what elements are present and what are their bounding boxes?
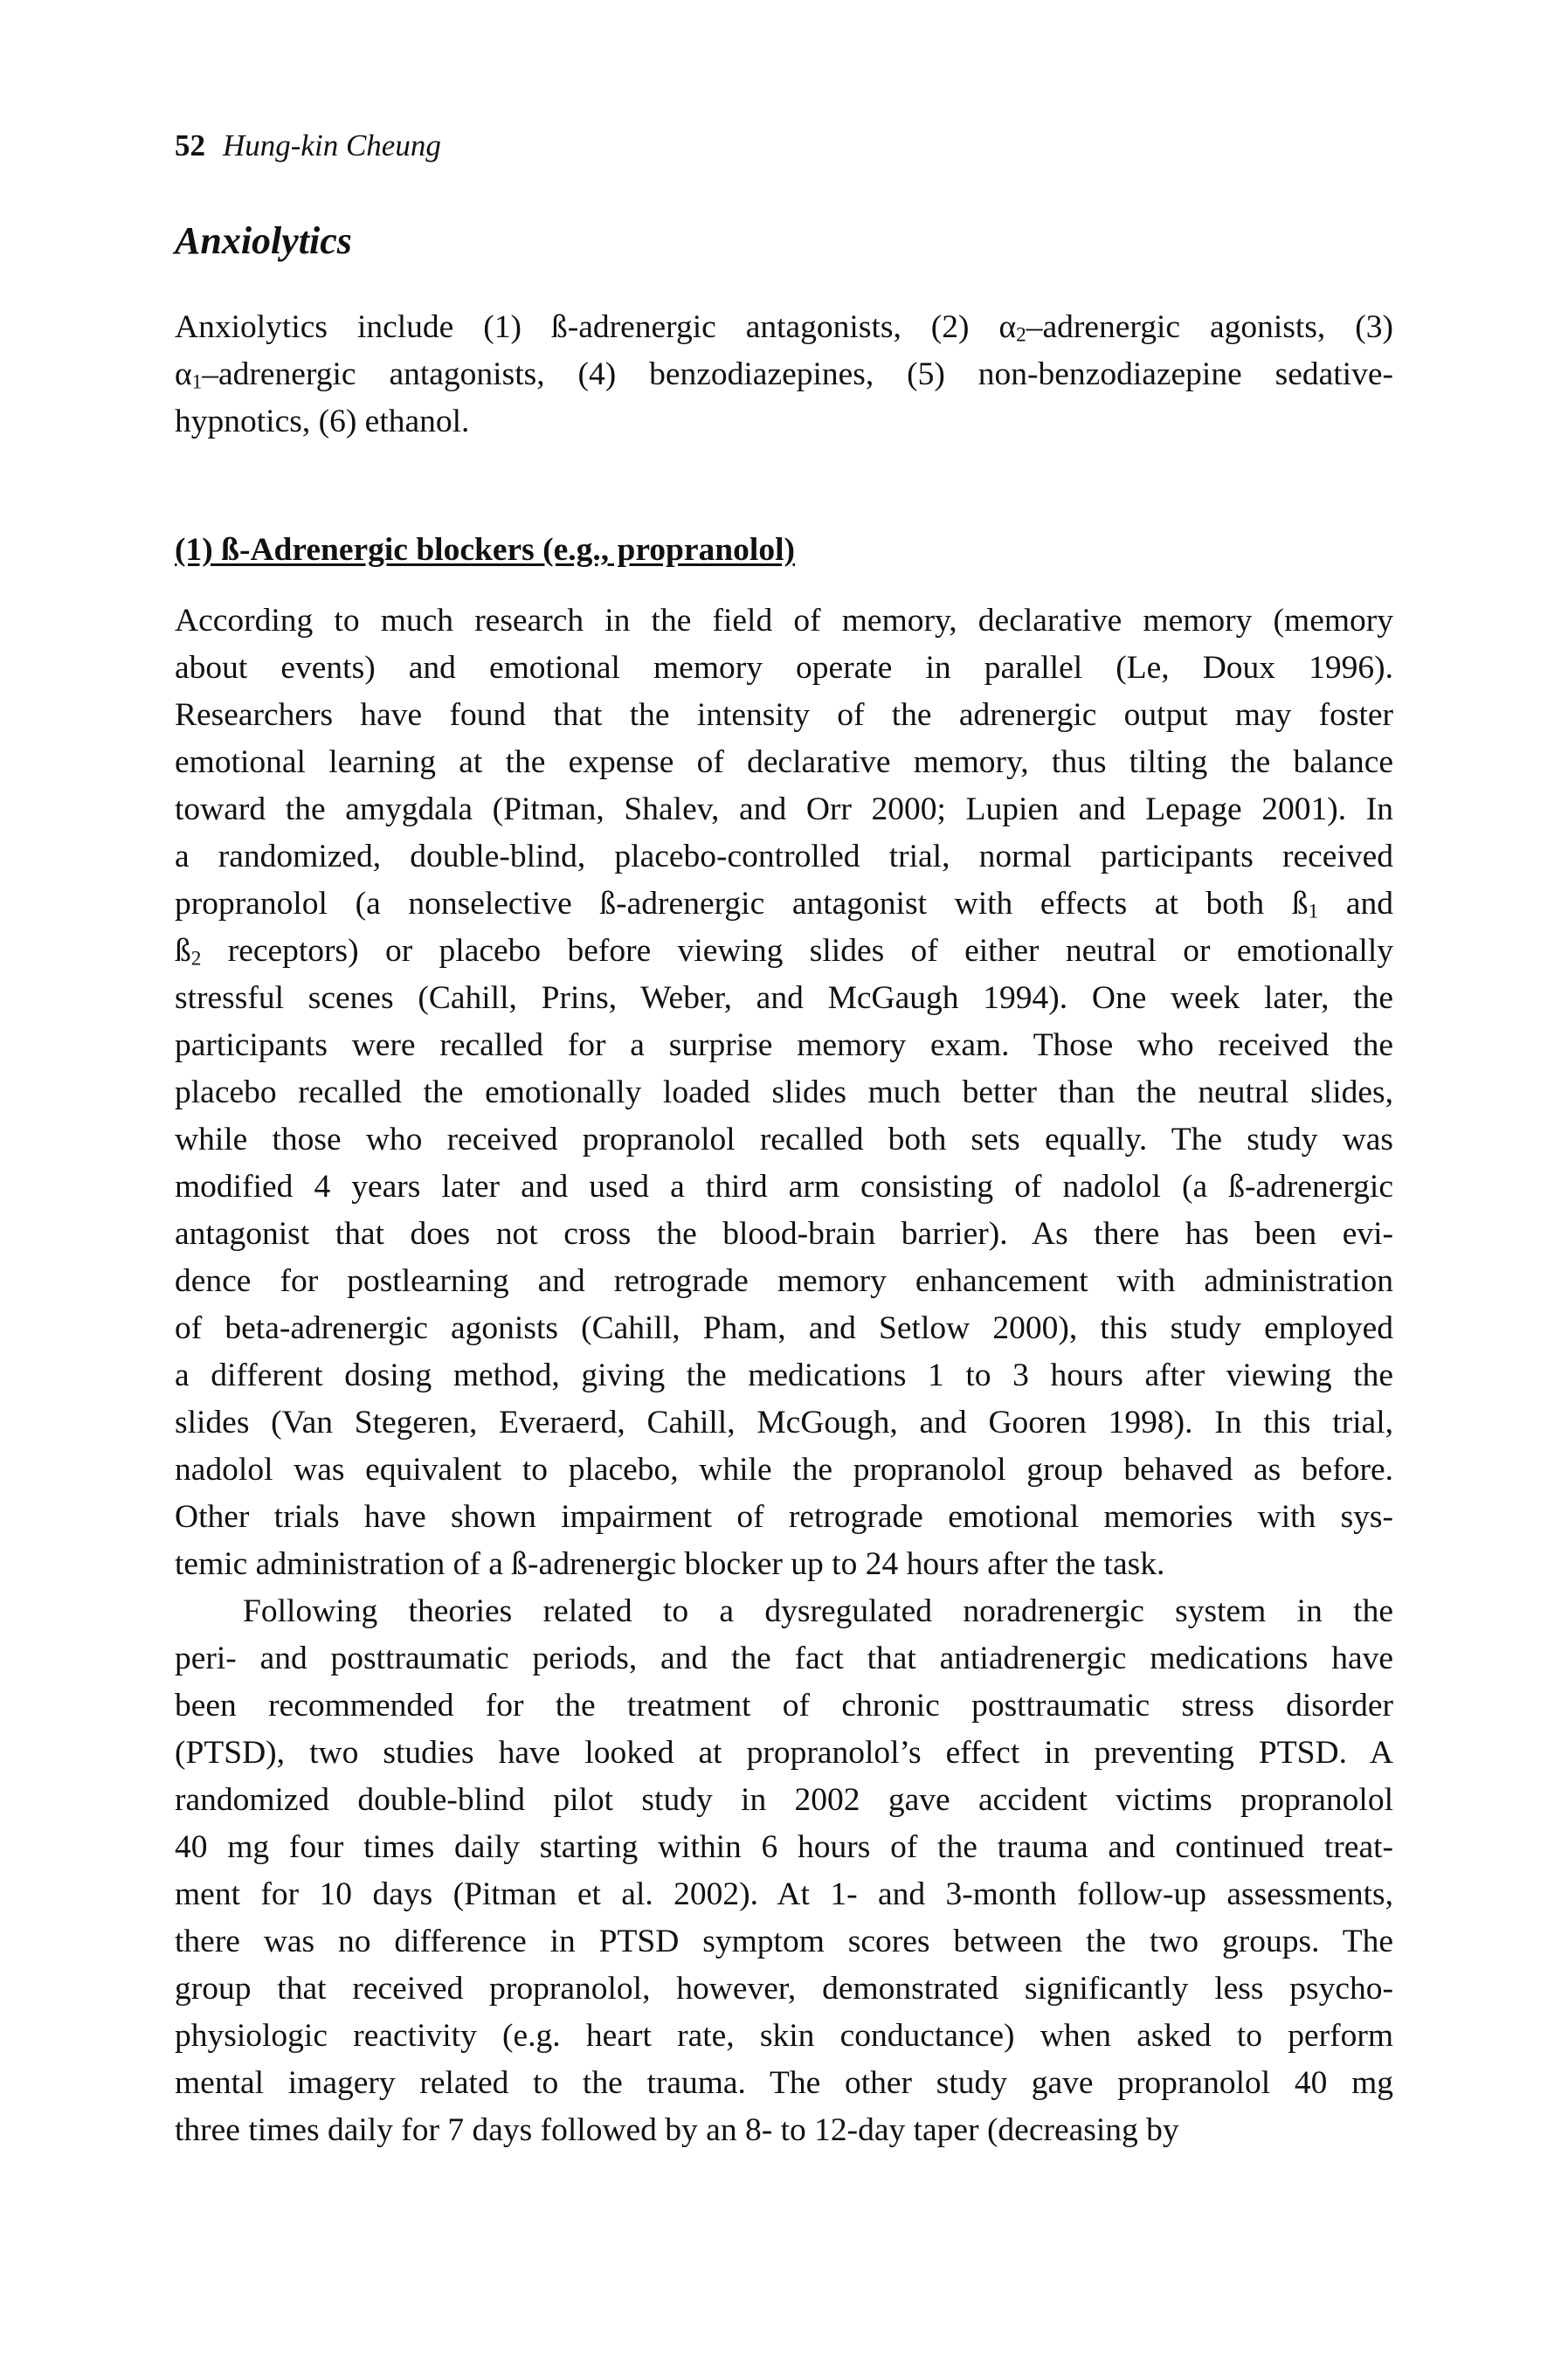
text-line — [175, 928, 1393, 975]
text-line — [175, 975, 1393, 1022]
text-line — [175, 1588, 1393, 1635]
text-segment: ment for 10 days (Pitman et al. 2002). At 1- and 3-month follow-up assessments, — [175, 1876, 1393, 1912]
text-segment: –adrenergic agonists, (3) — [1026, 309, 1393, 345]
text-line — [175, 2060, 1393, 2107]
text-segment: dence for postlearning and retrograde memory enhancement with administration — [175, 1263, 1393, 1299]
text-line — [175, 1069, 1393, 1116]
text-segment: α — [175, 356, 192, 392]
text-line — [175, 1447, 1393, 1494]
text-segment: group that received propranolol, however, demonstrated significantly less psycho- — [175, 1971, 1393, 2007]
text-line — [175, 1730, 1393, 1777]
text-line — [175, 786, 1393, 833]
text-segment: antagonist that does not cross the blood-brain barrier). As there has been evi- — [175, 1216, 1393, 1252]
text-segment: mental imagery related to the trauma. The other study gave propranolol 40 mg — [175, 2065, 1393, 2101]
text-line — [175, 1352, 1393, 1399]
text-segment: 40 mg four times daily starting within 6 hours of the trauma and continued treat- — [175, 1829, 1393, 1865]
text-segment: (PTSD), two studies have looked at propranolol’s effect in preventing PTSD. A — [175, 1735, 1393, 1771]
text-line — [175, 1022, 1393, 1069]
text-segment: modified 4 years later and used a third arm consisting of nadolol (a ß-adrenergic — [175, 1169, 1393, 1205]
text-segment: toward the amygdala (Pitman, Shalev, and Orr 2000; Lupien and Lepage 2001). In — [175, 791, 1393, 827]
text-segment: randomized double-blind pilot study in 2002 gave accident victims propranolol — [175, 1782, 1393, 1818]
text-segment: Following theories related to a dysregulated noradrenergic system in the — [243, 1593, 1393, 1629]
text-segment: peri- and posttraumatic periods, and the fact that antiadrenergic medications have — [175, 1641, 1393, 1676]
text-segment: receptors) or placebo before viewing slides of either neutral or emotionally — [201, 933, 1393, 969]
text-segment: placebo recalled the emotionally loaded slides much better than the neutral slides, — [175, 1074, 1393, 1110]
running-head — [175, 127, 441, 165]
body-text — [175, 598, 1393, 2154]
text-segment: propranolol (a nonselective ß-adrenergic antagonist with effects at both ß — [175, 886, 1309, 922]
subscript: 2 — [190, 947, 202, 971]
text-segment: about events) and emotional memory operate in parallel (Le, Doux 1996). — [175, 650, 1393, 686]
text-segment: and — [1318, 886, 1393, 922]
text-line — [175, 1777, 1393, 1824]
text-line — [175, 398, 1393, 446]
text-segment: a randomized, double-blind, placebo-controlled trial, normal participants received — [175, 839, 1393, 874]
text-segment: of beta-adrenergic agonists (Cahill, Pham, and Setlow 2000), this study employed — [175, 1310, 1393, 1346]
text-segment: Anxiolytics include (1) ß-adrenergic antagonists, (2) α — [175, 309, 1017, 345]
text-line — [175, 1541, 1393, 1588]
text-line — [175, 1635, 1393, 1682]
text-segment: stressful scenes (Cahill, Prins, Weber, and McGaugh 1994). One week later, the — [175, 980, 1393, 1016]
text-line — [175, 1399, 1393, 1447]
text-line — [175, 2013, 1393, 2060]
text-line — [175, 1211, 1393, 1258]
text-line — [175, 351, 1393, 398]
text-line — [175, 598, 1393, 645]
text-line — [175, 1682, 1393, 1730]
text-segment: Researchers have found that the intensity of the adrenergic output may foster — [175, 697, 1393, 733]
text-line — [175, 1116, 1393, 1164]
text-line — [175, 692, 1393, 739]
text-line — [175, 1494, 1393, 1541]
text-segment: slides (Van Stegeren, Everaerd, Cahill, McGough, and Gooren 1998). In this trial, — [175, 1405, 1393, 1441]
text-line — [175, 833, 1393, 881]
text-line — [175, 2107, 1393, 2154]
text-segment: temic administration of a ß-adrenergic blocker up to 24 hours after the task. — [175, 1546, 1165, 1582]
subheading: (1) ß-Adrenergic blockers (e.g., propranolol) — [175, 532, 795, 568]
text-segment: ß — [175, 933, 191, 969]
subscript: 2 — [1016, 323, 1026, 347]
text-line — [175, 1305, 1393, 1352]
text-segment: while those who received propranolol recalled both sets equally. The study was — [175, 1122, 1393, 1157]
subscript: 1 — [191, 370, 203, 394]
text-segment: According to much research in the field of memory, declarative memory (memory — [175, 603, 1393, 639]
page-number: 52 — [175, 128, 205, 162]
text-segment: there was no difference in PTSD symptom scores between the two groups. The — [175, 1924, 1393, 1959]
text-line — [175, 739, 1393, 786]
text-segment: nadolol was equivalent to placebo, while the propranolol group behaved as before. — [175, 1452, 1393, 1488]
text-segment: hypnotics, (6) ethanol. — [175, 404, 470, 439]
text-segment: –adrenergic antagonists, (4) benzodiazepines, (5) non-benzodiazepine sedative- — [202, 356, 1393, 392]
text-segment: emotional learning at the expense of declarative memory, thus tilting the balance — [175, 744, 1393, 780]
section-title: Anxiolytics — [175, 219, 352, 262]
running-head-author: Hung-kin Cheung — [223, 128, 441, 162]
text-line — [175, 304, 1393, 351]
text-line — [175, 1918, 1393, 1966]
text-line — [175, 645, 1393, 692]
text-segment: participants were recalled for a surprise memory exam. Those who received the — [175, 1027, 1393, 1063]
text-line — [175, 1164, 1393, 1211]
text-line — [175, 1258, 1393, 1305]
text-segment: a different dosing method, giving the medications 1 to 3 hours after viewing the — [175, 1358, 1393, 1393]
text-line — [175, 1871, 1393, 1918]
text-segment: three times daily for 7 days followed by an 8- to 12-day taper (decreasing by — [175, 2112, 1179, 2148]
text-line — [175, 1966, 1393, 2013]
subscript: 1 — [1308, 900, 1319, 923]
text-segment: Other trials have shown impairment of retrograde emotional memories with sys- — [175, 1499, 1393, 1535]
intro-paragraph — [175, 304, 1393, 446]
text-segment: physiologic reactivity (e.g. heart rate, skin conductance) when asked to perform — [175, 2018, 1393, 2054]
text-line — [175, 881, 1393, 928]
text-segment: been recommended for the treatment of chronic posttraumatic stress disorder — [175, 1688, 1393, 1724]
text-line — [175, 1824, 1393, 1871]
